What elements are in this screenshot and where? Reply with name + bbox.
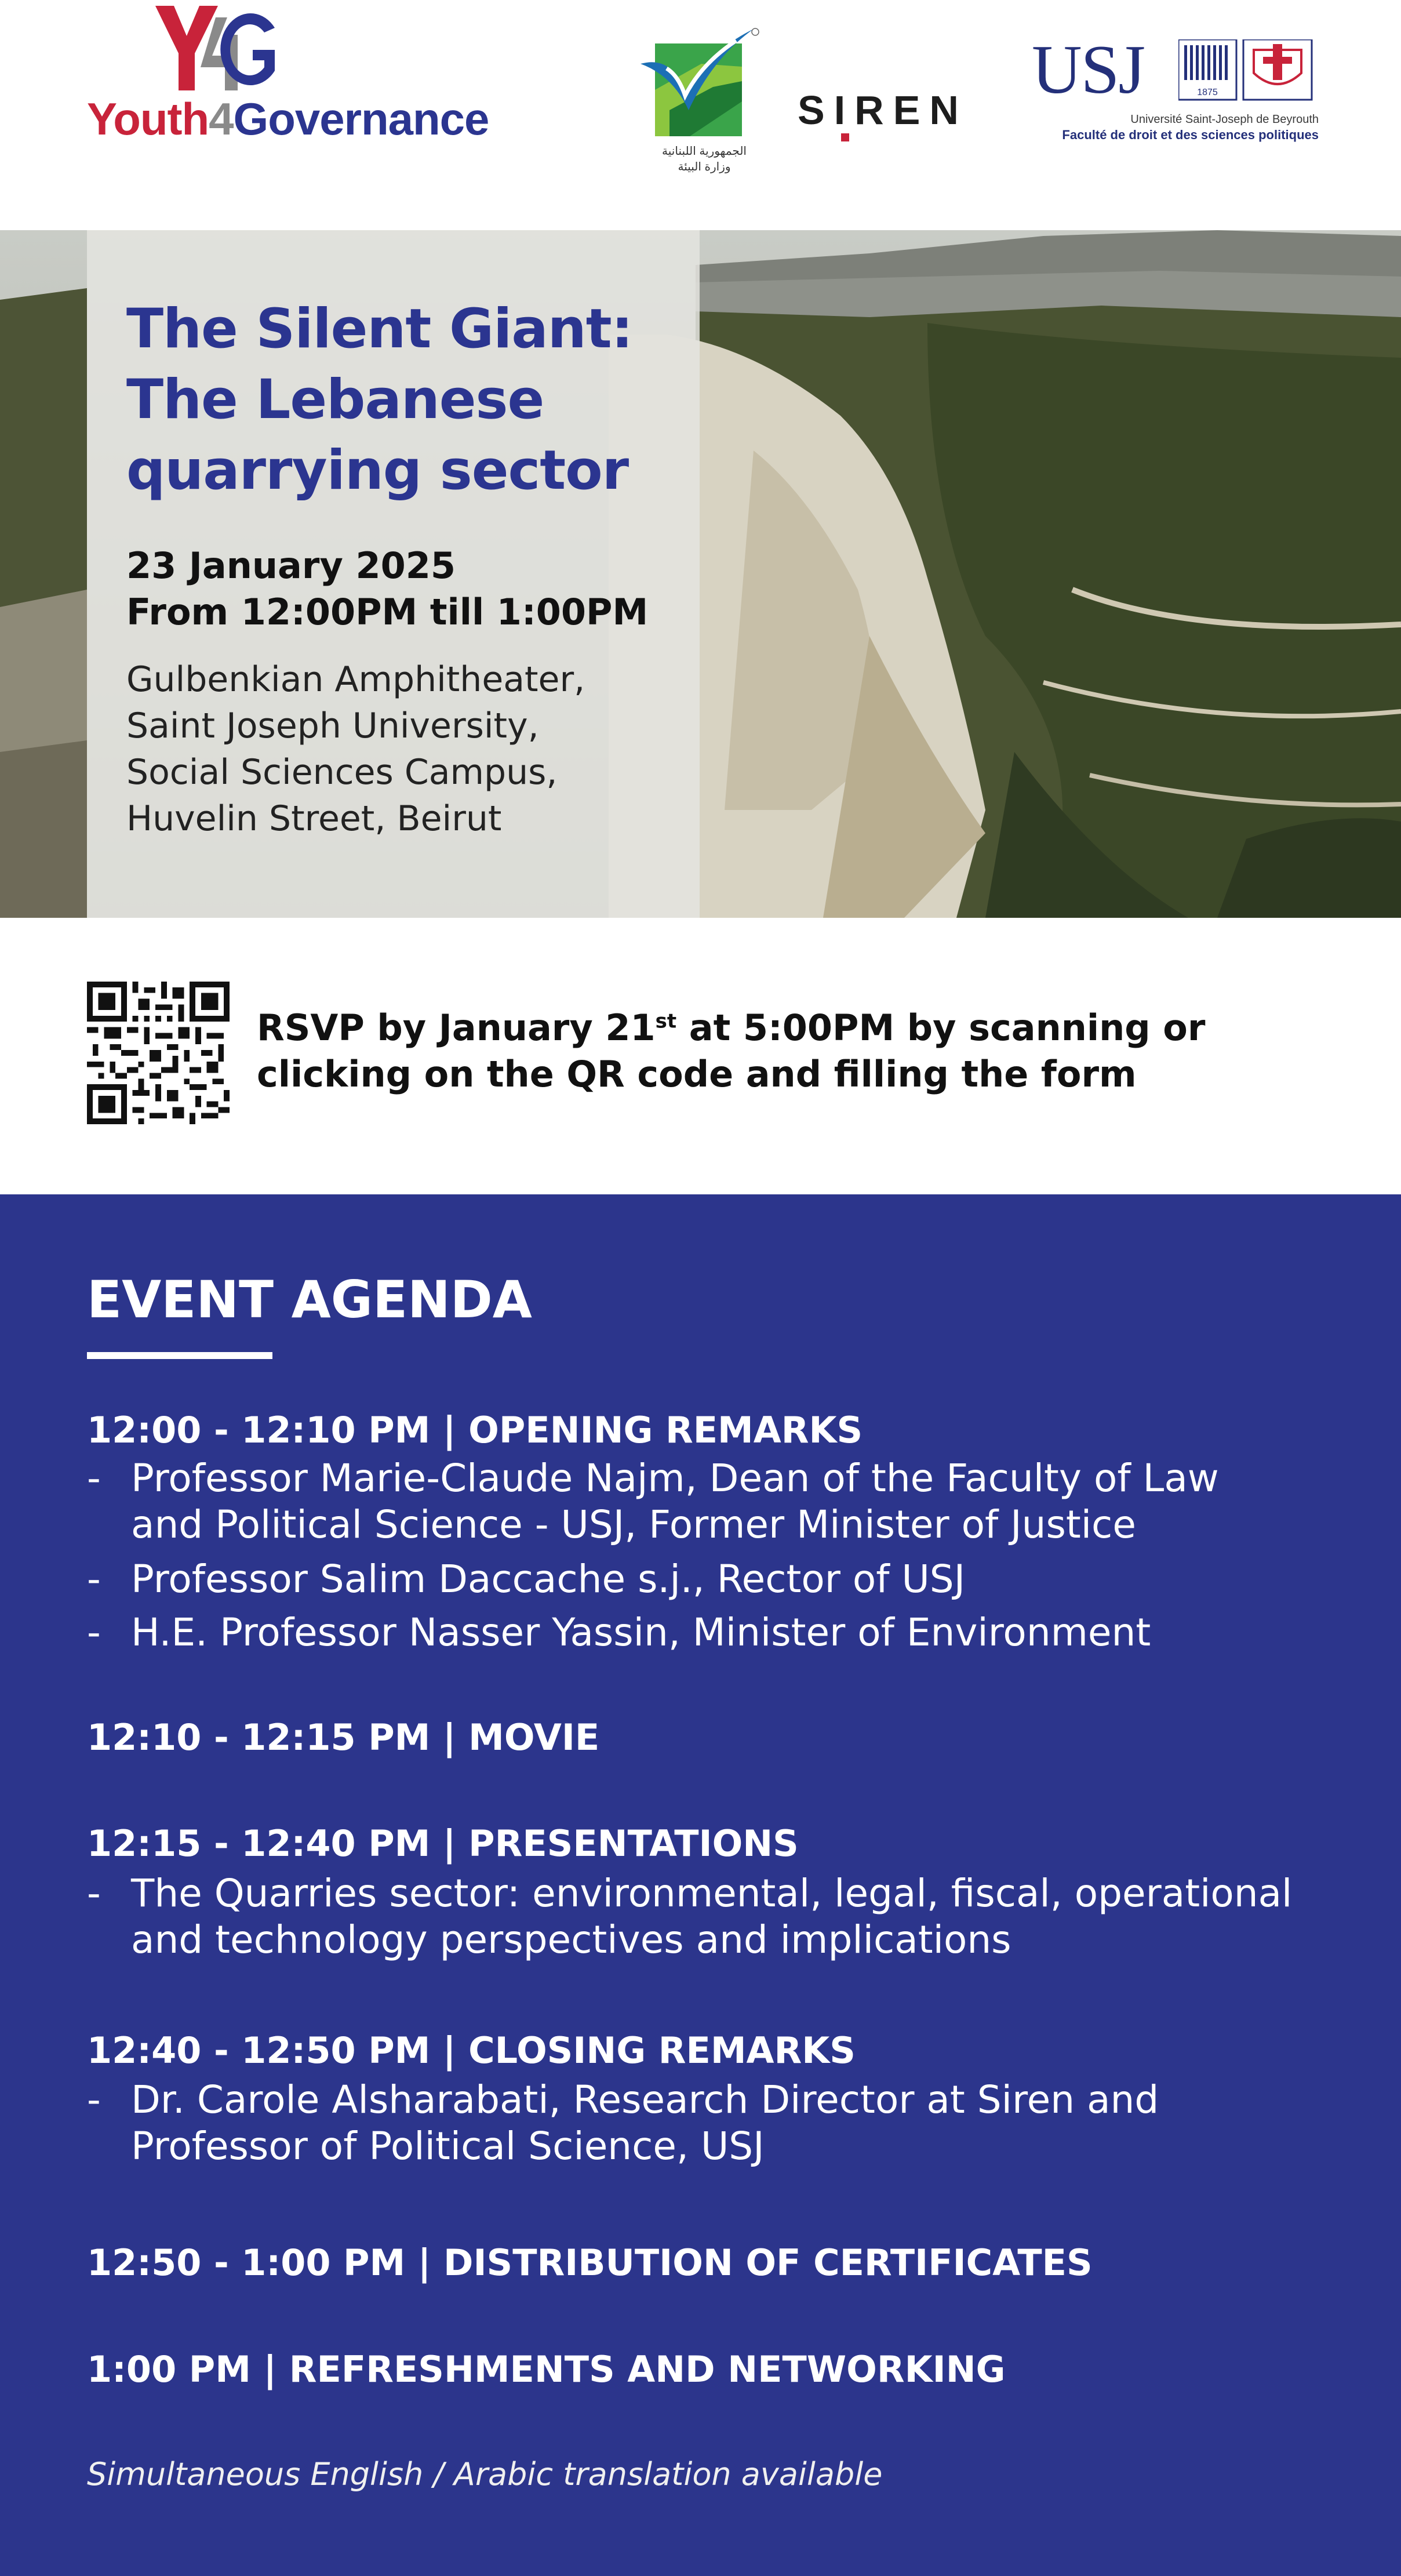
agenda-item: - Professor Salim Daccache s.j., Rector of USJ: [87, 1557, 966, 1601]
event-time: From 12:00PM till 1:00PM: [126, 591, 649, 633]
ministry-of-environment-logo: [638, 23, 771, 180]
event-venue: [126, 656, 585, 842]
ministry-arabic-name-2: وزارة البيئة: [678, 161, 731, 173]
agenda-item: - Dr. Carole Alsharabati, Research Director at Siren and Professor of Political Science, USJ: [87, 2077, 1159, 2168]
agenda-slot-heading: 12:15 - 12:40 PM | PRESENTATIONS: [87, 1822, 799, 1865]
event-date: 23 January 2025: [126, 544, 456, 587]
usj-logo: [1029, 31, 1319, 151]
rsvp-line-2: clicking on the QR code and filling the form: [257, 1053, 1137, 1095]
rsvp-qr-code[interactable]: [87, 982, 230, 1124]
ministry-emblem-icon: [638, 23, 771, 142]
usj-letters: USJ: [1032, 31, 1145, 108]
agenda-slot-heading: 12:40 - 12:50 PM | CLOSING REMARKS: [87, 2029, 856, 2072]
rsvp-line-1: RSVP by January 21st at 5:00PM by scanning or: [257, 1007, 1206, 1049]
agenda-section: [0, 1194, 1401, 2576]
logo-strip: [0, 0, 1401, 230]
translation-note: Simultaneous English / Arabic translation available: [87, 2456, 883, 2493]
venue-line: Social Sciences Campus,: [126, 752, 558, 793]
usj-faculty-name: Faculté de droit et des sciences politiques: [1062, 128, 1319, 142]
bullet-dash: -: [87, 1456, 101, 1500]
bullet-dash: -: [87, 1610, 101, 1655]
usj-year: 1875: [1197, 88, 1218, 97]
agenda-slot-heading: 1:00 PM | REFRESHMENTS AND NETWORKING: [87, 2348, 1006, 2390]
venue-line: Saint Joseph University,: [126, 706, 539, 746]
rsvp-section: [0, 918, 1401, 1194]
agenda-slot-heading: 12:10 - 12:15 PM | MOVIE: [87, 1716, 600, 1758]
y4g-mark-icon: [151, 0, 278, 93]
usj-emblem-icon: [1178, 39, 1318, 102]
siren-accent-dot: [841, 133, 849, 141]
agenda-item: - The Quarries sector: environmental, legal, fiscal, operational and technology perspectives and implications: [87, 1871, 1293, 1962]
agenda-heading-underline: [87, 1352, 272, 1359]
agenda-slot-heading: 12:00 - 12:10 PM | OPENING REMARKS: [87, 1409, 863, 1451]
agenda-item: - Professor Marie-Claude Najm, Dean of the Faculty of Law and Political Science - USJ, Former Minister of Justice: [87, 1456, 1219, 1547]
venue-line: Huvelin Street, Beirut: [126, 798, 502, 839]
rsvp-instructions: [257, 1005, 1358, 1098]
usj-university-name: Université Saint-Joseph de Beyrouth: [1130, 113, 1319, 126]
youth4governance-logo: [87, 0, 489, 151]
agenda-item: - H.E. Professor Nasser Yassin, Minister of Environment: [87, 1610, 1151, 1655]
agenda-heading: EVENT AGENDA: [87, 1270, 532, 1329]
event-title: The Silent Giant: The Lebanese quarrying sector: [126, 297, 633, 503]
bullet-dash: -: [87, 1557, 101, 1601]
hero-section: [0, 230, 1401, 918]
siren-logo: SIREN: [798, 88, 968, 133]
bullet-dash: -: [87, 2077, 101, 2122]
agenda-slot-heading: 12:50 - 1:00 PM | DISTRIBUTION OF CERTIFICATES: [87, 2241, 1093, 2284]
ministry-arabic-name-1: الجمهورية اللبنانية: [662, 145, 747, 158]
bullet-dash: -: [87, 1871, 101, 1916]
venue-line: Gulbenkian Amphitheater,: [126, 659, 585, 700]
y4g-name: Youth4Governance: [87, 93, 489, 144]
